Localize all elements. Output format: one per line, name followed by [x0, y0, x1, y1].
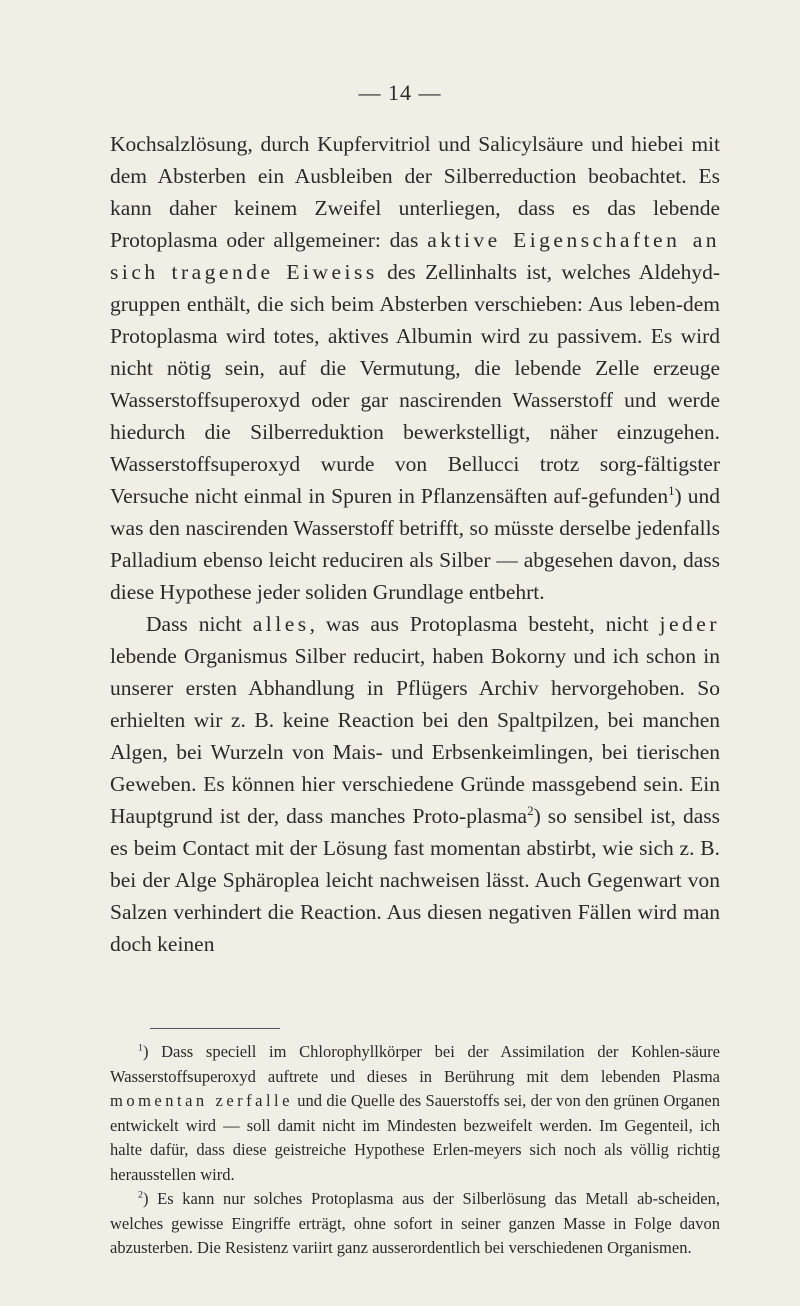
footnote-1-text-a: ) Dass speciell im Chlorophyllkörper bei der Assimilation der Kohlen-säure Wasserstoffsuperoxyd auftrete und dieses in Berührung mit dem lebenden Plasma — [110, 1042, 720, 1086]
footnotes — [110, 1040, 720, 1261]
paragraph-1-text-c: ) und was den nascirenden Wasserstoff betrifft, so müsste derselbe jedenfalls Palladium ebenso leicht reduciren als Silber — abgesehen davon, dass diese Hypothese jeder soliden Grundlage entbehrt. — [110, 484, 720, 604]
paragraph-1-emphasis: aktive Eigenschaften an sich tragende Eiweiss — [110, 228, 720, 284]
footnote-1 — [110, 1040, 720, 1187]
footnote-2-marker: 2 — [138, 1189, 143, 1201]
footnote-1-marker: 1 — [138, 1042, 143, 1054]
paragraph-2-text-b: , was aus Protoplasma besteht, nicht — [309, 612, 660, 636]
paragraph-1-text-a: Kochsalzlösung, durch Kupfervitriol und Salicylsäure und hiebei mit dem Absterben ein Ausbleiben der Silberreduction beobachtet. Es kann daher keinem Zweifel unterliegen, dass es das lebende Protoplasma oder allgemeiner: das — [110, 132, 720, 252]
footnote-divider — [150, 1028, 280, 1029]
paragraph-1 — [110, 128, 720, 608]
footnote-2-text: ) Es kann nur solches Protoplasma aus der Silberlösung das Metall ab-scheiden, welches gewisse Eingriffe erträgt, ohne sofort in seiner ganzen Masse in Folge davon abzusterben. Die Resistenz variirt ganz ausserordentlich bei verschiedenen Organismen. — [110, 1189, 720, 1257]
footnote-ref-2: 2 — [527, 803, 534, 818]
paragraph-2-emphasis-1: alles — [252, 612, 310, 636]
paragraph-2-text-d: ) so sensibel ist, dass es beim Contact mit der Lösung fast momentan abstirbt, wie sich z. B. bei der Alge Sphäroplea leicht nachweisen lässt. Auch Gegenwart von Salzen verhindert die Reaction. Aus diesen negativen Fällen wird man doch keinen — [110, 804, 720, 956]
paragraph-2 — [110, 608, 720, 960]
paragraph-1-text-b: des Zellinhalts ist, welches Aldehyd-gruppen enthält, die sich beim Absterben verschieben: Aus leben-dem Protoplasma wird totes, aktives Albumin wird zu passivem. Es wird nicht nötig sein, auf die Vermutung, die lebende Zelle erzeuge Wasserstoffsuperoxyd oder gar nascirenden Wasserstoff und werde hiedurch die Silberreduktion bewerkstelligt, näher einzugehen. Wasserstoffsuperoxyd wurde von Bellucci trotz sorg-fältigster Versuche nicht einmal in Spuren in Pflanzensäften auf-gefunden — [110, 260, 720, 508]
main-text — [110, 128, 720, 960]
paragraph-2-text-a: Dass nicht — [146, 612, 253, 636]
footnote-ref-1: 1 — [668, 483, 675, 498]
footnote-1-text-b: und die Quelle des Sauerstoffs sei, der von den grünen Organen entwickelt wird — soll damit nicht im Mindesten bezweifelt werden. Im Gegenteil, ich halte dafür, dass diese geistreiche Hypothese Erlen-meyers sich noch als völlig richtig herausstellen wird. — [110, 1091, 720, 1184]
paragraph-2-text-c: lebende Organismus Silber reducirt, haben Bokorny und ich schon in unserer ersten Abhandlung in Pflügers Archiv hervorgehoben. So erhielten wir z. B. keine Reaction bei den Spaltpilzen, bei manchen Algen, bei Wurzeln von Mais- und Erbsenkeimlingen, bei tierischen Geweben. Es können hier verschiedene Gründe massgebend sein. Ein Hauptgrund ist der, dass manches Proto-plasma — [110, 644, 720, 828]
footnote-1-emphasis: momentan zerfalle — [110, 1091, 293, 1110]
paragraph-2-emphasis-2: jeder — [659, 612, 720, 636]
page-number: — 14 — — [358, 80, 442, 105]
footnote-2 — [110, 1187, 720, 1261]
